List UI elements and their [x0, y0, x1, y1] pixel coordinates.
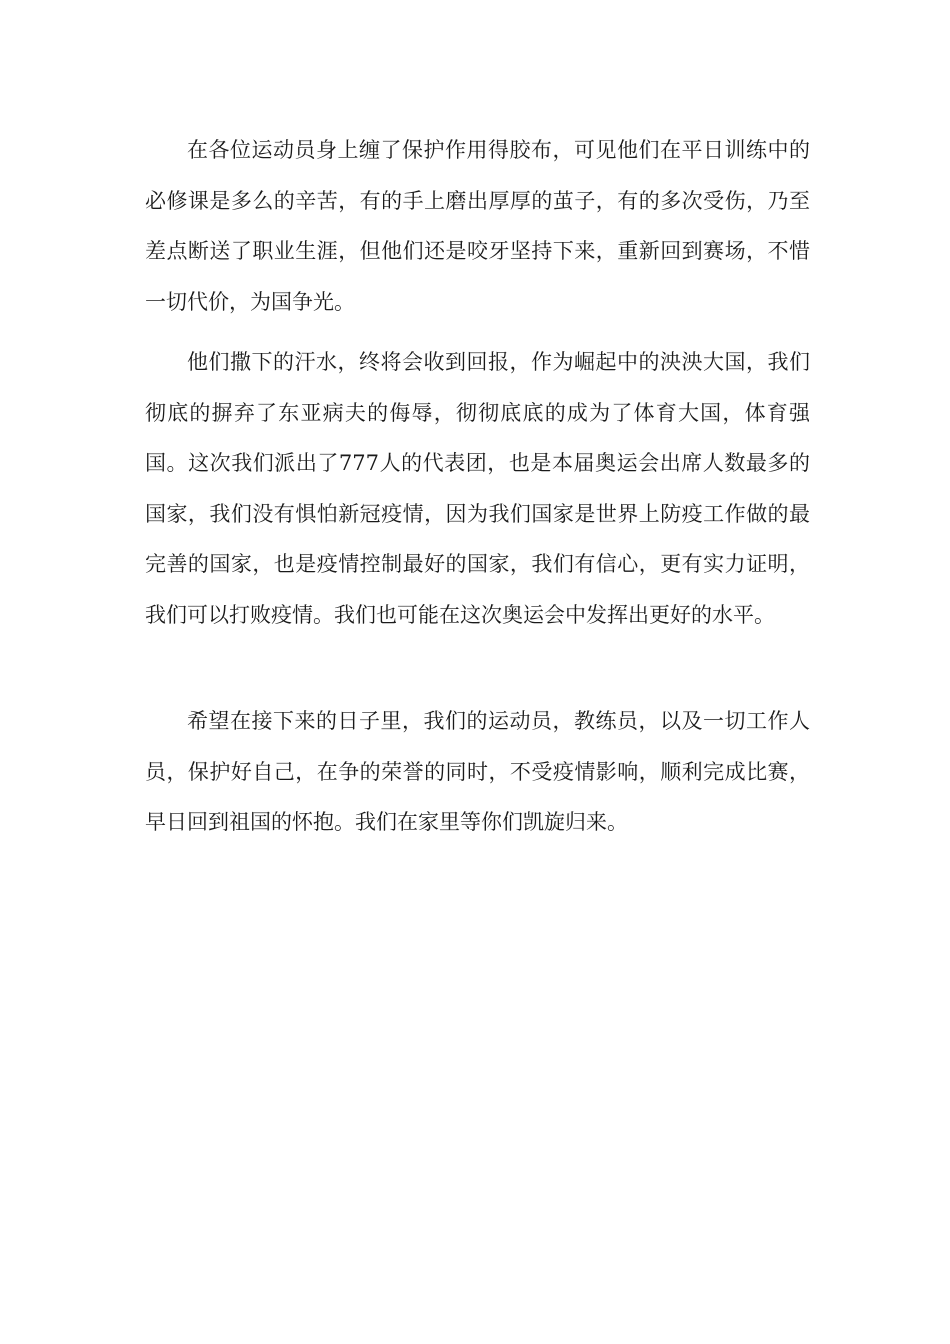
paragraph-2: 他们撒下的汗水，终将会收到回报，作为崛起中的泱泱大国，我们彻底的摒弃了东亚病夫的侮辱，彻彻底底的成为了体育大国，体育强国。这次我们派出了777人的代表团，也是本届奥运会出席人数最多的国家，我们没有惧怕新冠疫情，因为我们国家是世界上防疫工作做的最完善的国家，也是疫情控制最好的国家，我们有信心，更有实力证明，我们可以打败疫情。我们也可能在这次奥运会中发挥出更好的水平。: [145, 350, 810, 627]
paragraph-3: 希望在接下来的日子里，我们的运动员，教练员，以及一切工作人员，保护好自己，在争的荣誉的同时，不受疫情影响，顺利完成比赛，早日回到祖国的怀抱。我们在家里等你们凯旋归来。: [145, 709, 810, 834]
paragraph-1: 在各位运动员身上缠了保护作用得胶布，可见他们在平日训练中的必修课是多么的辛苦，有的手上磨出厚厚的茧子，有的多次受伤，乃至差点断送了职业生涯，但他们还是咬牙坚持下来，重新回到赛场，不惜一切代价，为国争光。: [145, 138, 810, 314]
